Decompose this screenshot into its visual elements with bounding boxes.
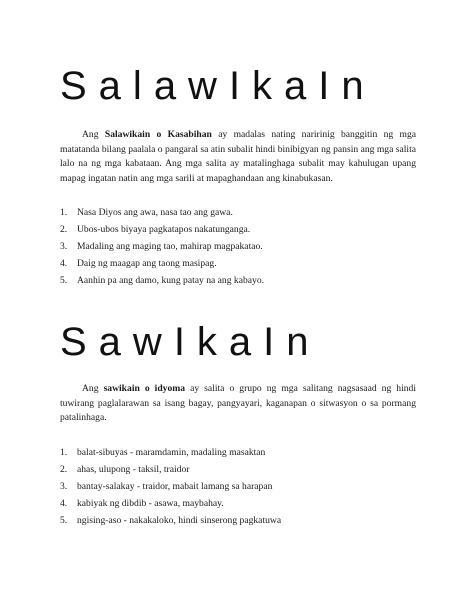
list-item [60, 495, 474, 512]
salawikain-section [0, 60, 474, 289]
list-item [60, 461, 474, 478]
salawikain-list [60, 204, 474, 289]
item-text: ngising-aso - nakakaloko, hindi sinserong pagkatuwa [77, 514, 282, 526]
item-text: ahas, ulupong - taksil, traidor [77, 463, 190, 475]
item-number: 1. [60, 446, 68, 458]
item-text: kabiyak ng dibdib - asawa, maybahay. [77, 497, 224, 509]
item-text: Madaling ang maging tao, mahirap magpakatao. [77, 241, 263, 253]
item-text: Daig ng maagap ang taong masipag. [77, 258, 217, 270]
list-item [60, 221, 474, 238]
item-number: 5. [60, 275, 68, 287]
item-number: 2. [60, 224, 68, 236]
sawikain-intro-lead: Ang [82, 383, 104, 394]
sawikain-intro [60, 382, 416, 426]
sawikain-heading: SawIkaIn [60, 320, 321, 364]
list-item [60, 255, 474, 272]
sawikain-intro-body: ay salita o grupo ng mga salitang nagsasaad ng hindi tuwirang paglalarawan sa isang bagay, pangyayari, kaganapan o sitwasyon o sa pormang patalinhaga. [60, 383, 416, 424]
salawikain-intro [60, 128, 416, 186]
item-number: 1. [60, 207, 68, 219]
item-text: Nasa Diyos ang awa, nasa tao ang gawa. [77, 207, 233, 219]
salawikain-intro-lead: Ang [82, 129, 105, 140]
sawikain-section [0, 316, 474, 529]
list-item [60, 512, 474, 529]
list-item [60, 238, 474, 255]
item-number: 5. [60, 514, 68, 526]
item-number: 3. [60, 480, 68, 492]
item-text: bantay-salakay - traidor, mabait lamang sa harapan [77, 480, 273, 492]
list-item [60, 444, 474, 461]
item-number: 3. [60, 241, 68, 253]
sawikain-term: sawikain o idyoma [103, 383, 186, 394]
item-text: balat-sibuyas - maramdamin, madaling masaktan [77, 446, 266, 458]
list-item [60, 204, 474, 221]
item-number: 4. [60, 497, 68, 509]
sawikain-list [60, 444, 474, 529]
salawikain-heading: SalawIkaIn [60, 64, 376, 108]
salawikain-term: Salawikain o Kasabihan [104, 129, 212, 140]
salawikain-intro-body: ay madalas nating naririnig banggitin ng mga matatanda bilang paalala o pangaral sa atin subalit hindi binibigyan ng pansin ang mga salita lalo na ng mga kabataan. Ang mga salita ay matalinghaga subalit may kahulugan upang mapag ingatan natin ang mga sarili at mapaghandaan ang kinabukasan. [60, 129, 416, 184]
item-number: 4. [60, 258, 68, 270]
item-text: Aanhin pa ang damo, kung patay na ang kabayo. [77, 275, 265, 287]
list-item [60, 478, 474, 495]
list-item [60, 272, 474, 289]
item-number: 2. [60, 463, 68, 475]
item-text: Ubos-ubos biyaya pagkatapos nakatunganga. [77, 224, 251, 236]
